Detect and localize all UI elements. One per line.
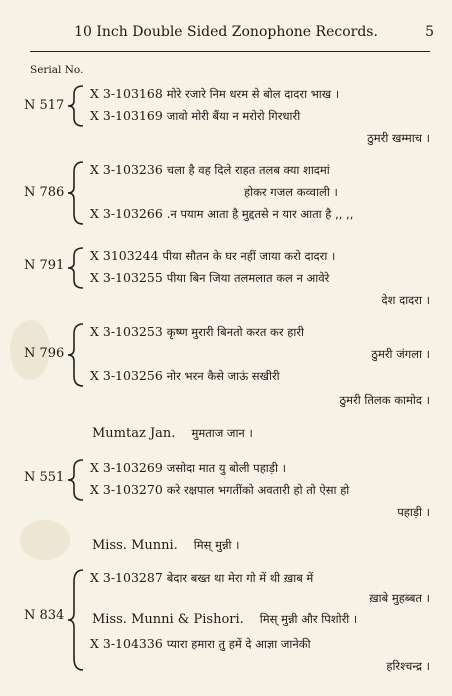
- brace-symbol: [64, 458, 86, 502]
- genre-label: होकर गजल कव्वाली ।: [244, 185, 338, 199]
- record-line: [90, 458, 444, 478]
- serial-number: N 834: [24, 608, 65, 623]
- brace-symbol: [64, 322, 86, 388]
- catalogue-number: X 3-103287: [90, 570, 163, 585]
- genre-label: ठुमरी तिलक कामोद ।: [339, 393, 430, 407]
- catalogue-number: X 3-103253: [90, 324, 163, 339]
- catalogue-number: X 3-103168: [90, 86, 163, 101]
- serial-number: N 551: [24, 470, 65, 485]
- song-title: जावो मोरी बैंया न मरोरो गिरधारी: [166, 109, 301, 123]
- genre-label: ठुमरी खम्माच ।: [367, 131, 430, 145]
- record-line: [90, 268, 444, 288]
- genre-label: पहाड़ी ।: [397, 505, 430, 519]
- song-title: मोरे रजारे निम धरम से बोल दादरा भाख ।: [166, 87, 340, 101]
- song-title: जसोदा मात यु बोली पहाड़ी ।: [166, 461, 286, 475]
- song-title: .न पयाम आता है मुद्दतसे न यार आता है ,, ,,: [166, 207, 354, 221]
- serial-number: N 791: [24, 258, 65, 273]
- record-line: [90, 204, 444, 224]
- record-line: [90, 246, 444, 266]
- artist-name-hindi: मिस् मुन्नी और पिशोरी ।: [259, 612, 358, 626]
- genre-label: देश दादरा ।: [381, 293, 430, 307]
- genre-label: ख़ाबे मुहब्बत ।: [369, 591, 430, 605]
- record-line: [90, 366, 444, 386]
- song-title: करे रक्षपाल भगतींको अवतारी हो तो ऐसा हो: [166, 483, 350, 497]
- catalogue-number: X 3103244: [90, 248, 159, 263]
- catalogue-number: X 3-103255: [90, 270, 163, 285]
- page-title: 10 Inch Double Sided Zonophone Records.: [74, 24, 378, 40]
- artist-heading: [92, 426, 253, 441]
- song-title: बेदार बख्त था मेरा गो में थी ख़ाब में: [166, 571, 314, 585]
- genre-label: ठुमरी जंगला ।: [371, 347, 430, 361]
- artist-name-hindi: मिस् मुन्नी ।: [193, 538, 240, 552]
- serial-label: Serial No.: [30, 64, 84, 76]
- artist-heading: [92, 538, 240, 553]
- catalogue-number: X 3-103266: [90, 206, 163, 221]
- record-line: [90, 568, 444, 588]
- catalogue-number: X 3-103169: [90, 108, 163, 123]
- record-line: [90, 480, 444, 500]
- catalogue-number: X 3-103269: [90, 460, 163, 475]
- serial-number: N 786: [24, 185, 65, 200]
- song-title: प्यारा हमारा तु हमें दे आज्ञा जानेकी: [166, 637, 311, 651]
- brace-symbol: [64, 568, 86, 672]
- record-line: [90, 322, 444, 342]
- serial-number: N 517: [24, 98, 65, 113]
- catalogue-number: X 3-103270: [90, 482, 163, 497]
- song-title: पीया सौतन के घर नहीं जाया करो दादरा ।: [162, 249, 336, 263]
- record-line: [90, 160, 444, 180]
- artist-name-english: Miss. Munni.: [92, 538, 178, 553]
- record-line: [90, 634, 444, 654]
- genre-label: हरिश्चन्द्र ।: [386, 659, 430, 673]
- brace-symbol: [64, 246, 86, 290]
- record-line: [90, 84, 444, 104]
- catalogue-number: X 3-103236: [90, 162, 163, 177]
- artist-name-hindi: मुमताज जान ।: [191, 426, 253, 440]
- catalogue-number: X 3-104336: [90, 636, 163, 651]
- song-title: कृष्ण मुरारी बिनतो करत कर हारी: [166, 325, 305, 339]
- brace-symbol: [64, 160, 86, 226]
- page-number: 5: [425, 24, 434, 40]
- record-line: [90, 106, 444, 126]
- song-title: नोर भरन कैसे जाऊं सखीरी: [166, 369, 280, 383]
- paper-stain: [20, 520, 70, 560]
- song-title: चला है वह दिले राहत तलब क्या शादमां: [166, 163, 330, 177]
- page-header: [0, 24, 452, 46]
- brace-symbol: [64, 84, 86, 128]
- song-title: पीया बिन जिया तलमलात कल न आवेरे: [166, 271, 330, 285]
- header-rule: [30, 51, 430, 52]
- artist-name-english: Mumtaz Jan.: [92, 426, 176, 441]
- catalogue-number: X 3-103256: [90, 368, 163, 383]
- serial-number: N 796: [24, 346, 65, 361]
- artist-heading: [92, 612, 357, 627]
- artist-name-english: Miss. Munni & Pishori.: [92, 612, 244, 627]
